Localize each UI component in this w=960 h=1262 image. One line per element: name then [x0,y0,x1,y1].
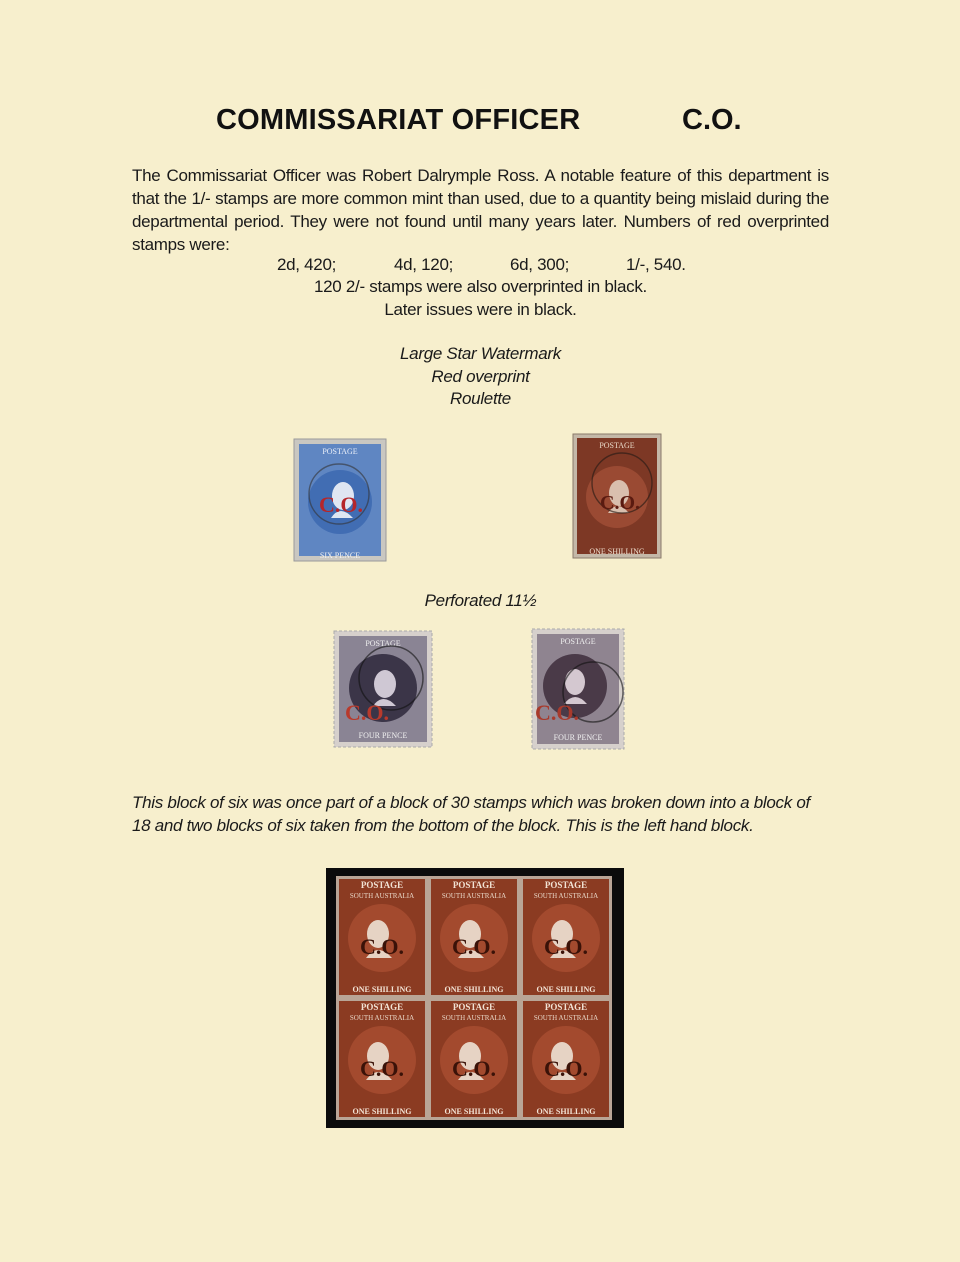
quantity-1s: 1/-, 540. [626,255,686,274]
stamp-top-label: POSTAGE [452,880,496,890]
quantity-2d: 2d, 420; [277,255,337,274]
stamp-overprint: C.O. [600,492,640,514]
stamp-overprint: C.O. [452,1056,496,1081]
stamp-perforated-four-pence-right [531,628,625,750]
stamp-overprint: C.O. [360,934,404,959]
stamp-top-label: POSTAGE [560,637,596,646]
stamp-roulette-one-shilling [572,433,662,559]
intro-paragraph: The Commissariat Officer was Robert Dalrymple Ross. A notable feature of this department is that the 1/- stamps are more common mint than used, due to a quantity being mislaid during the departmental period. They were not found until many years later. Numbers of red overprinted stamps were: [132,166,829,254]
stamp-country-label: SOUTH AUSTRALIA [441,1014,507,1022]
stamp-value-label: ONE SHILLING [536,1107,596,1116]
note-black-overprint: 120 2/- stamps were also overprinted in black. [314,277,647,296]
stamp-top-label: POSTAGE [452,1002,496,1012]
stamp-value-label: ONE SHILLING [352,1107,412,1116]
quantity-6d: 6d, 300; [510,255,570,274]
block-stamp-1 [336,876,428,998]
stamp-overprint: C.O. [360,1056,404,1081]
stamp-value-label: ONE SHILLING [589,547,645,556]
stamp-overprint: C.O. [319,492,363,517]
stamp-overprint: C.O. [452,934,496,959]
stamp-value-label: FOUR PENCE [553,733,603,742]
stamp-overprint: C.O. [544,934,588,959]
quantity-4d: 4d, 120; [394,255,454,274]
stamp-roulette-six-pence [293,438,387,562]
stamp-overprint: C.O. [535,700,579,725]
stamp-top-label: POSTAGE [360,1002,404,1012]
section1-watermark: Large Star Watermark [400,344,561,363]
stamp-top-label: POSTAGE [365,639,401,648]
page-title: COMMISSARIAT OFFICER [216,104,581,136]
stamp-value-label: ONE SHILLING [444,985,504,994]
block-stamp-2 [428,876,520,998]
stamp-country-label: SOUTH AUSTRALIA [533,1014,599,1022]
stamp-value-label: ONE SHILLING [352,985,412,994]
stamp-country-label: SOUTH AUSTRALIA [441,892,507,900]
stamp-value-label: ONE SHILLING [536,985,596,994]
block-stamp-6 [520,998,612,1120]
block-of-six [336,876,612,1120]
block-caption: This block of six was once part of a block of 30 stamps which was broken down into a block of 18 and two blocks of six taken from the bottom of the block. This is the left hand block. [132,793,810,835]
stamp-country-label: SOUTH AUSTRALIA [349,1014,415,1022]
stamp-top-label: POSTAGE [360,880,404,890]
stamp-overprint: C.O. [345,700,389,725]
stamp-top-label: POSTAGE [599,441,635,450]
stamp-overprint: C.O. [544,1056,588,1081]
stamp-top-label: POSTAGE [544,880,588,890]
section1-overprint: Red overprint [431,367,530,386]
stamp-value-label: ONE SHILLING [444,1107,504,1116]
note-later-issues: Later issues were in black. [384,300,577,319]
stamp-perforated-four-pence-left [333,630,433,748]
stamp-value-label: SIX PENCE [319,551,361,560]
section1-roulette: Roulette [450,389,511,408]
block-stamp-3 [520,876,612,998]
stamp-top-label: POSTAGE [544,1002,588,1012]
block-stamp-4 [336,998,428,1120]
page-abbreviation: C.O. [682,104,742,136]
stamp-country-label: SOUTH AUSTRALIA [533,892,599,900]
stamp-value-label: FOUR PENCE [358,731,408,740]
stamp-country-label: SOUTH AUSTRALIA [349,892,415,900]
block-stamp-5 [428,998,520,1120]
stamp-top-label: POSTAGE [322,447,358,456]
section2-perforated: Perforated 11½ [424,591,537,610]
